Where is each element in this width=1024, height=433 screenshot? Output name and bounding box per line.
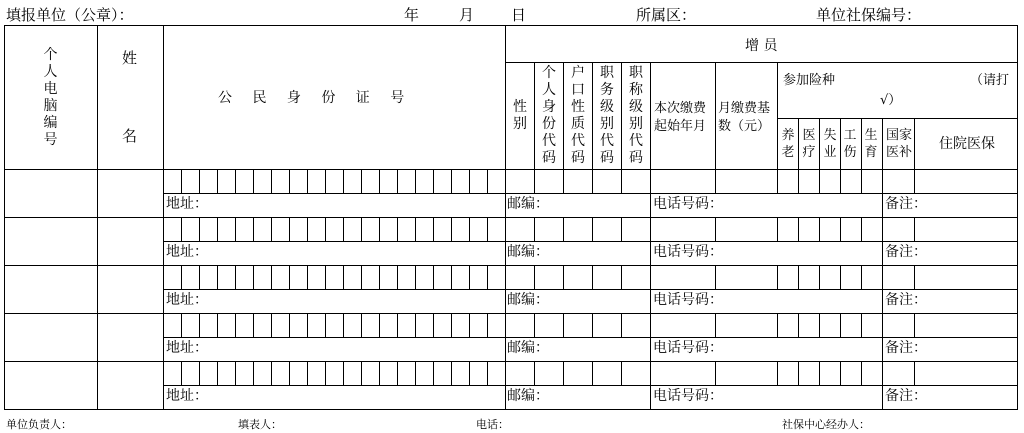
address-cell[interactable] [164, 386, 505, 409]
pension-header: 养老 [781, 128, 795, 160]
id-digit-cell[interactable] [398, 362, 415, 385]
staff-field-cell[interactable] [841, 362, 861, 385]
filler-label: 填表人： [238, 418, 282, 431]
name-cell[interactable] [98, 170, 163, 217]
personal-number-cell[interactable] [5, 170, 97, 217]
id-digit-cell[interactable] [308, 218, 325, 241]
district-label: 所属区： [636, 6, 697, 24]
id-digit-cell[interactable] [380, 218, 397, 241]
id-digit-cell[interactable] [470, 218, 487, 241]
staff-field-cell[interactable] [915, 170, 1017, 193]
id-digit-cell[interactable] [470, 170, 487, 193]
address-label: 地址： [166, 244, 208, 260]
id-digit-cell[interactable] [488, 170, 505, 193]
id-digit-cell[interactable] [200, 362, 217, 385]
title-level-code-header [622, 62, 650, 169]
id-digit-cell[interactable] [182, 266, 199, 289]
start-month-header: 本次缴费起始年月 [654, 101, 707, 134]
address-label: 地址： [166, 388, 208, 404]
staff-field-cell[interactable] [820, 218, 840, 241]
staff-field-cell[interactable] [564, 218, 592, 241]
staff-field-cell[interactable] [716, 218, 777, 241]
id-digit-cell[interactable] [254, 218, 271, 241]
id-digit-cell[interactable] [182, 170, 199, 193]
id-digit-cell[interactable] [362, 266, 379, 289]
id-digit-cell[interactable] [218, 170, 235, 193]
postcode-label: 邮编： [507, 196, 549, 212]
personal-number-header-text: 个 人 电 脑 编 号 [43, 46, 58, 148]
postcode-label: 邮编： [507, 388, 549, 404]
staff-field-cell[interactable] [778, 362, 798, 385]
id-digit-cell[interactable] [326, 266, 343, 289]
staff-field-cell[interactable] [862, 314, 882, 337]
id-digit-cell[interactable] [398, 170, 415, 193]
id-digit-cell[interactable] [488, 218, 505, 241]
staff-field-cell[interactable] [535, 314, 563, 337]
address-label: 地址： [166, 340, 208, 356]
id-digit-cell[interactable] [182, 314, 199, 337]
day-label: 日 [511, 6, 527, 24]
note-label: 备注： [885, 340, 927, 356]
staff-field-cell[interactable] [564, 362, 592, 385]
name-cell[interactable] [98, 314, 163, 361]
id-digit-cell[interactable] [290, 218, 307, 241]
staff-field-cell[interactable] [593, 218, 621, 241]
rule-line [4, 25, 1018, 26]
id-digit-cell[interactable] [470, 362, 487, 385]
id-digit-cell[interactable] [434, 170, 451, 193]
id-digit-cell[interactable] [380, 266, 397, 289]
unit-head-label: 单位负责人： [6, 418, 72, 431]
address-cell[interactable] [164, 338, 505, 361]
staff-field-cell[interactable] [716, 314, 777, 337]
staff-field-cell[interactable] [862, 362, 882, 385]
id-digit-cell[interactable] [272, 170, 289, 193]
staff-field-cell[interactable] [535, 266, 563, 289]
medical-header: 医疗 [802, 128, 816, 160]
staff-field-cell[interactable] [820, 170, 840, 193]
rule-line [914, 118, 915, 170]
check-hint-2: √） [880, 93, 902, 108]
id-digit-cell[interactable] [488, 362, 505, 385]
id-digit-cell[interactable] [326, 218, 343, 241]
staff-field-cell[interactable] [799, 170, 819, 193]
staff-field-cell[interactable] [915, 362, 1017, 385]
id-digit-cell[interactable] [434, 266, 451, 289]
id-digit-cell[interactable] [272, 218, 289, 241]
staff-field-cell[interactable] [915, 266, 1017, 289]
postcode-label: 邮编： [507, 340, 549, 356]
gender-header [506, 62, 534, 169]
id-digit-cell[interactable] [344, 218, 361, 241]
id-digit-cell[interactable] [434, 314, 451, 337]
monthly-base-header: 月缴费基数（元） [718, 101, 771, 134]
id-digit-cell[interactable] [254, 170, 271, 193]
postcode-label: 邮编： [507, 244, 549, 260]
maternity-header: 生育 [864, 128, 878, 160]
address-cell[interactable] [164, 290, 505, 313]
check-hint-1: （请打 [970, 73, 1010, 88]
phone-label: 电话号码： [653, 292, 723, 308]
staff-field-cell[interactable] [506, 218, 534, 241]
id-digit-cell[interactable] [452, 218, 469, 241]
staff-field-cell[interactable] [593, 362, 621, 385]
id-digit-cell[interactable] [164, 362, 181, 385]
phone-label: 电话号码： [653, 196, 723, 212]
id-digit-cell[interactable] [254, 266, 271, 289]
postcode-label: 邮编： [507, 292, 549, 308]
note-label: 备注： [885, 388, 927, 404]
rule-line [882, 118, 883, 170]
id-digit-cell[interactable] [434, 218, 451, 241]
id-digit-cell[interactable] [326, 314, 343, 337]
id-digit-cell[interactable] [416, 266, 433, 289]
staff-field-cell[interactable] [564, 266, 592, 289]
personal-number-cell[interactable] [5, 266, 97, 313]
id-digit-cell[interactable] [362, 314, 379, 337]
id-digit-cell[interactable] [362, 218, 379, 241]
staff-field-cell[interactable] [883, 218, 914, 241]
duty-level-code-header [593, 62, 621, 169]
household-code-header [564, 62, 592, 169]
staff-field-cell[interactable] [883, 266, 914, 289]
staff-field-cell[interactable] [799, 266, 819, 289]
staff-field-cell[interactable] [915, 314, 1017, 337]
id-digit-cell[interactable] [308, 170, 325, 193]
address-label: 地址： [166, 196, 208, 212]
rule-line [777, 62, 778, 170]
staff-field-cell[interactable] [820, 266, 840, 289]
staff-field-cell[interactable] [564, 314, 592, 337]
staff-field-cell[interactable] [622, 362, 650, 385]
id-digit-cell[interactable] [254, 314, 271, 337]
staff-field-cell[interactable] [593, 314, 621, 337]
id-digit-cell[interactable] [200, 170, 217, 193]
staff-field-cell[interactable] [841, 218, 861, 241]
staff-field-cell[interactable] [651, 266, 715, 289]
center-agent-label: 社保中心经办人： [782, 418, 870, 431]
id-digit-cell[interactable] [488, 266, 505, 289]
id-digit-cell[interactable] [344, 314, 361, 337]
month-label: 月 [459, 6, 475, 24]
name-cell[interactable] [98, 218, 163, 265]
rule-line [650, 62, 651, 170]
gender-header-text: 性 别 [513, 98, 527, 132]
staff-field-cell[interactable] [841, 266, 861, 289]
phone-footer-label: 电话： [476, 418, 509, 431]
staff-field-cell[interactable] [799, 218, 819, 241]
injury-header: 工伤 [843, 128, 857, 160]
id-digit-cell[interactable] [344, 266, 361, 289]
staff-field-cell[interactable] [593, 170, 621, 193]
id-digit-cell[interactable] [416, 170, 433, 193]
id-digit-cell[interactable] [398, 218, 415, 241]
id-digit-cell[interactable] [164, 170, 181, 193]
note-label: 备注： [885, 244, 927, 260]
id-digit-cell[interactable] [236, 266, 253, 289]
id-digit-cell[interactable] [470, 266, 487, 289]
staff-field-cell[interactable] [506, 266, 534, 289]
id-digit-cell[interactable] [290, 362, 307, 385]
staff-field-cell[interactable] [883, 362, 914, 385]
staff-field-cell[interactable] [622, 218, 650, 241]
personal-number-cell[interactable] [5, 218, 97, 265]
identity-code-header [535, 62, 563, 169]
staff-field-cell[interactable] [862, 218, 882, 241]
id-digit-cell[interactable] [218, 218, 235, 241]
staff-field-cell[interactable] [778, 266, 798, 289]
staff-field-cell[interactable] [506, 170, 534, 193]
id-digit-cell[interactable] [362, 170, 379, 193]
insurance-types-header: 参加险种 [783, 73, 836, 88]
id-digit-cell[interactable] [380, 314, 397, 337]
address-cell[interactable] [164, 242, 505, 265]
year-label: 年 [404, 6, 420, 24]
identity-code-header-text: 个 人 身 份 代 码 [542, 64, 556, 166]
id-digit-cell[interactable] [182, 362, 199, 385]
id-digit-cell[interactable] [326, 170, 343, 193]
staff-field-cell[interactable] [820, 362, 840, 385]
household-code-header-text: 户 口 性 质 代 码 [571, 64, 585, 166]
id-digit-cell[interactable] [236, 218, 253, 241]
id-digit-cell[interactable] [272, 314, 289, 337]
id-digit-cell[interactable] [398, 314, 415, 337]
id-digit-cell[interactable] [200, 314, 217, 337]
staff-field-cell[interactable] [799, 314, 819, 337]
staff-field-cell[interactable] [651, 314, 715, 337]
id-digit-cell[interactable] [452, 266, 469, 289]
id-digit-cell[interactable] [290, 266, 307, 289]
staff-field-cell[interactable] [506, 362, 534, 385]
rule-line [819, 118, 820, 170]
id-digit-cell[interactable] [308, 314, 325, 337]
staff-field-cell[interactable] [778, 170, 798, 193]
name-cell[interactable] [98, 362, 163, 409]
staff-field-cell[interactable] [862, 266, 882, 289]
id-digit-cell[interactable] [236, 170, 253, 193]
name-cell[interactable] [98, 266, 163, 313]
id-digit-cell[interactable] [290, 314, 307, 337]
id-digit-cell[interactable] [308, 362, 325, 385]
title-level-code-header-text: 职 称 级 别 代 码 [629, 64, 643, 166]
id-digit-cell[interactable] [344, 362, 361, 385]
name-header-bottom: 名 [122, 127, 138, 145]
duty-level-code-header-text: 职 务 级 别 代 码 [600, 64, 614, 166]
id-digit-cell[interactable] [398, 266, 415, 289]
phone-label: 电话号码： [653, 244, 723, 260]
id-digit-cell[interactable] [452, 314, 469, 337]
staff-field-cell[interactable] [862, 170, 882, 193]
id-digit-cell[interactable] [470, 314, 487, 337]
personal-number-cell[interactable] [5, 362, 97, 409]
inpatient-header: 住院医保 [939, 136, 995, 152]
staff-field-cell[interactable] [535, 362, 563, 385]
address-cell[interactable] [164, 194, 505, 217]
staff-field-cell[interactable] [622, 314, 650, 337]
staff-field-cell[interactable] [778, 218, 798, 241]
staff-field-cell[interactable] [622, 266, 650, 289]
staff-field-cell[interactable] [564, 170, 592, 193]
staff-field-cell[interactable] [841, 314, 861, 337]
id-digit-cell[interactable] [344, 170, 361, 193]
staff-field-cell[interactable] [651, 218, 715, 241]
id-digit-cell[interactable] [308, 266, 325, 289]
id-digit-cell[interactable] [218, 266, 235, 289]
phone-label: 电话号码： [653, 340, 723, 356]
id-digit-cell[interactable] [218, 362, 235, 385]
id-digit-cell[interactable] [164, 314, 181, 337]
phone-label: 电话号码： [653, 388, 723, 404]
staff-field-cell[interactable] [820, 314, 840, 337]
id-digit-cell[interactable] [272, 266, 289, 289]
unemployment-header: 失业 [823, 128, 837, 160]
personal-number-cell[interactable] [5, 314, 97, 361]
staff-field-cell[interactable] [651, 170, 715, 193]
id-digit-cell[interactable] [380, 362, 397, 385]
id-digit-cell[interactable] [416, 218, 433, 241]
id-number-header: 公 民 身 份 证 号 [218, 90, 405, 106]
national-medical-header: 国家医补 [885, 128, 912, 160]
staff-field-cell[interactable] [778, 314, 798, 337]
id-digit-cell[interactable] [164, 218, 181, 241]
note-label: 备注： [885, 196, 927, 212]
staff-field-cell[interactable] [716, 266, 777, 289]
staff-field-cell[interactable] [716, 170, 777, 193]
staff-field-cell[interactable] [915, 218, 1017, 241]
id-digit-cell[interactable] [488, 314, 505, 337]
id-digit-cell[interactable] [200, 266, 217, 289]
rule-line [777, 118, 1018, 119]
id-digit-cell[interactable] [236, 314, 253, 337]
id-digit-cell[interactable] [218, 314, 235, 337]
id-digit-cell[interactable] [290, 170, 307, 193]
id-digit-cell[interactable] [254, 362, 271, 385]
rule-line [4, 409, 1018, 410]
insurance-number-label: 单位社保编号： [816, 6, 922, 24]
id-digit-cell[interactable] [164, 266, 181, 289]
id-digit-cell[interactable] [452, 170, 469, 193]
staff-field-cell[interactable] [593, 266, 621, 289]
staff-field-cell[interactable] [716, 362, 777, 385]
staff-field-cell[interactable] [841, 170, 861, 193]
staff-field-cell[interactable] [535, 170, 563, 193]
staff-field-cell[interactable] [535, 218, 563, 241]
staff-field-cell[interactable] [799, 362, 819, 385]
name-header-top: 姓 [122, 49, 138, 67]
id-digit-cell[interactable] [380, 170, 397, 193]
staff-field-cell[interactable] [883, 170, 914, 193]
staff-field-cell[interactable] [651, 362, 715, 385]
add-staff-header: 增 员 [745, 38, 778, 54]
id-digit-cell[interactable] [452, 362, 469, 385]
id-digit-cell[interactable] [434, 362, 451, 385]
note-label: 备注： [885, 292, 927, 308]
address-label: 地址： [166, 292, 208, 308]
staff-field-cell[interactable] [883, 314, 914, 337]
staff-field-cell[interactable] [506, 314, 534, 337]
id-digit-cell[interactable] [416, 362, 433, 385]
id-digit-cell[interactable] [272, 362, 289, 385]
personal-number-header [4, 26, 97, 169]
id-digit-cell[interactable] [182, 218, 199, 241]
id-digit-cell[interactable] [326, 362, 343, 385]
id-digit-cell[interactable] [416, 314, 433, 337]
id-digit-cell[interactable] [236, 362, 253, 385]
id-digit-cell[interactable] [200, 218, 217, 241]
id-digit-cell[interactable] [362, 362, 379, 385]
unit-label: 填报单位（公章）： [6, 6, 134, 24]
staff-field-cell[interactable] [622, 170, 650, 193]
